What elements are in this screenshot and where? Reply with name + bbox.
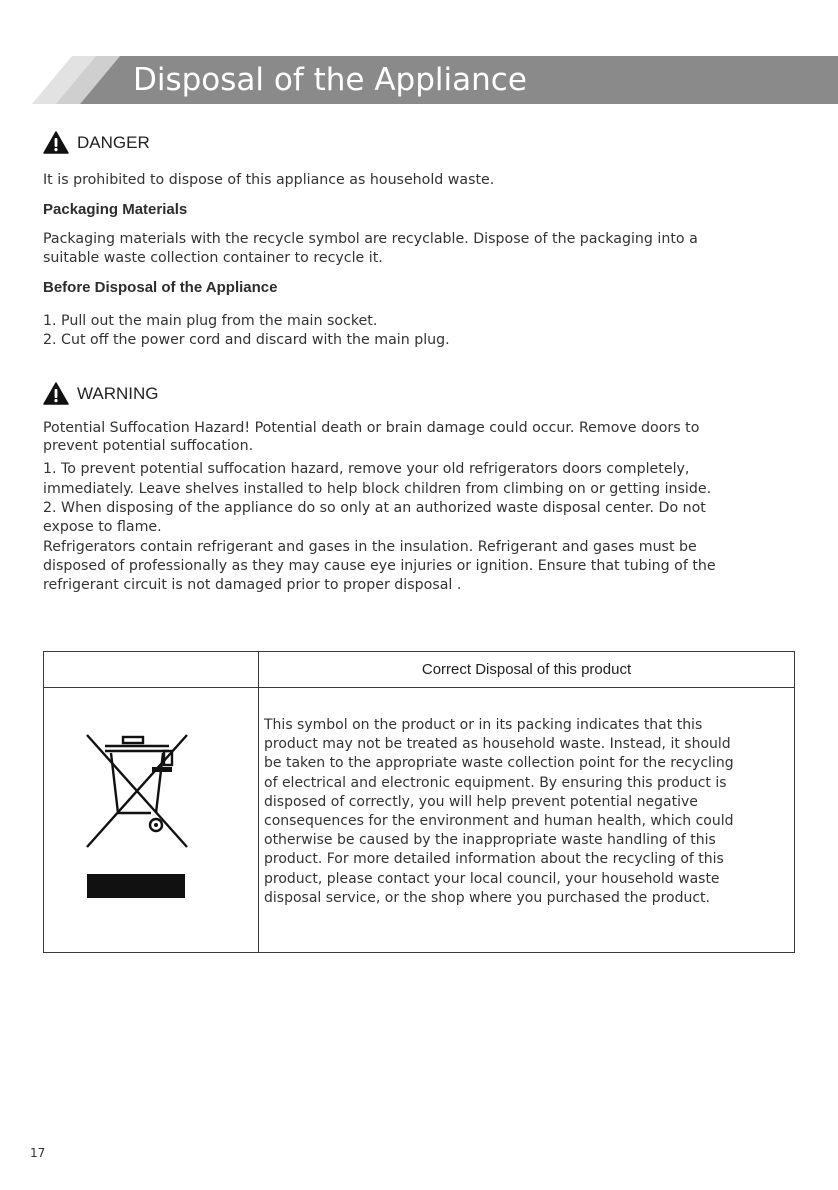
before-disposal-heading: Before Disposal of the Appliance [43, 279, 278, 296]
warning-line: immediately. Leave shelves installed to help block children from climbing on or getting inside. [43, 481, 712, 497]
packaging-heading: Packaging Materials [43, 201, 188, 218]
disposal-description [264, 716, 794, 908]
table-column-divider [258, 652, 259, 952]
before-disposal-step: 2. Cut off the power cord and discard with the main plug. [43, 332, 450, 348]
warning-line: Refrigerators contain refrigerant and gases in the insulation. Refrigerant and gases must be [43, 539, 697, 555]
warning-line: refrigerant circuit is not damaged prior to proper disposal . [43, 577, 462, 593]
page-title: Disposal of the Appliance [133, 62, 527, 98]
page-banner [0, 56, 838, 104]
warning-triangle-icon [43, 131, 69, 154]
disposal-line: disposal service, or the shop where you purchased the product. [264, 889, 710, 906]
warning-line: Potential Suffocation Hazard! Potential death or brain damage could occur. Remove doors to [43, 420, 700, 436]
disposal-line: product may not be treated as household waste. Instead, it should [264, 736, 731, 753]
before-disposal-step: 1. Pull out the main plug from the main socket. [43, 313, 378, 329]
warning-label: WARNING [77, 383, 159, 403]
disposal-line: be taken to the appropriate waste collection point for the recycling [264, 755, 734, 772]
warning-line: 1. To prevent potential suffocation hazard, remove your old refrigerators doors completely, [43, 461, 690, 477]
disposal-line: disposed of correctly, you will help prevent potential negative [264, 793, 698, 810]
danger-text: It is prohibited to dispose of this appliance as household waste. [43, 172, 495, 188]
packaging-line: Packaging materials with the recycle symbol are recyclable. Dispose of the packaging into a [43, 231, 698, 247]
page-number: 17 [30, 1146, 46, 1160]
warning-alert [43, 382, 159, 405]
warning-line: expose to flame. [43, 519, 162, 535]
warning-triangle-icon [43, 382, 69, 405]
crossed-out-wheelie-bin-icon [85, 733, 189, 851]
warning-line: disposed of professionally as they may cause eye injuries or ignition. Ensure that tubing of the [43, 558, 716, 574]
disposal-line: of electrical and electronic equipment. By ensuring this product is [264, 774, 727, 791]
disposal-line: product, please contact your local council, your household waste [264, 870, 720, 887]
disposal-line: product. For more detailed information about the recycling of this [264, 851, 724, 868]
packaging-line: suitable waste collection container to recycle it. [43, 250, 383, 266]
table-heading: Correct Disposal of this product [421, 661, 632, 678]
black-bar-marker [87, 874, 185, 898]
disposal-line: consequences for the environment and human health, which could [264, 813, 734, 830]
warning-line: prevent potential suffocation. [43, 438, 254, 454]
disposal-line: otherwise be caused by the inappropriate waste handling of this [264, 832, 716, 849]
disposal-line: This symbol on the product or in its packing indicates that this [264, 717, 703, 733]
table-row-divider [44, 687, 794, 688]
danger-label: DANGER [77, 132, 150, 152]
danger-alert [43, 131, 150, 154]
warning-line: 2. When disposing of the appliance do so only at an authorized waste disposal center. Do not [43, 500, 706, 516]
